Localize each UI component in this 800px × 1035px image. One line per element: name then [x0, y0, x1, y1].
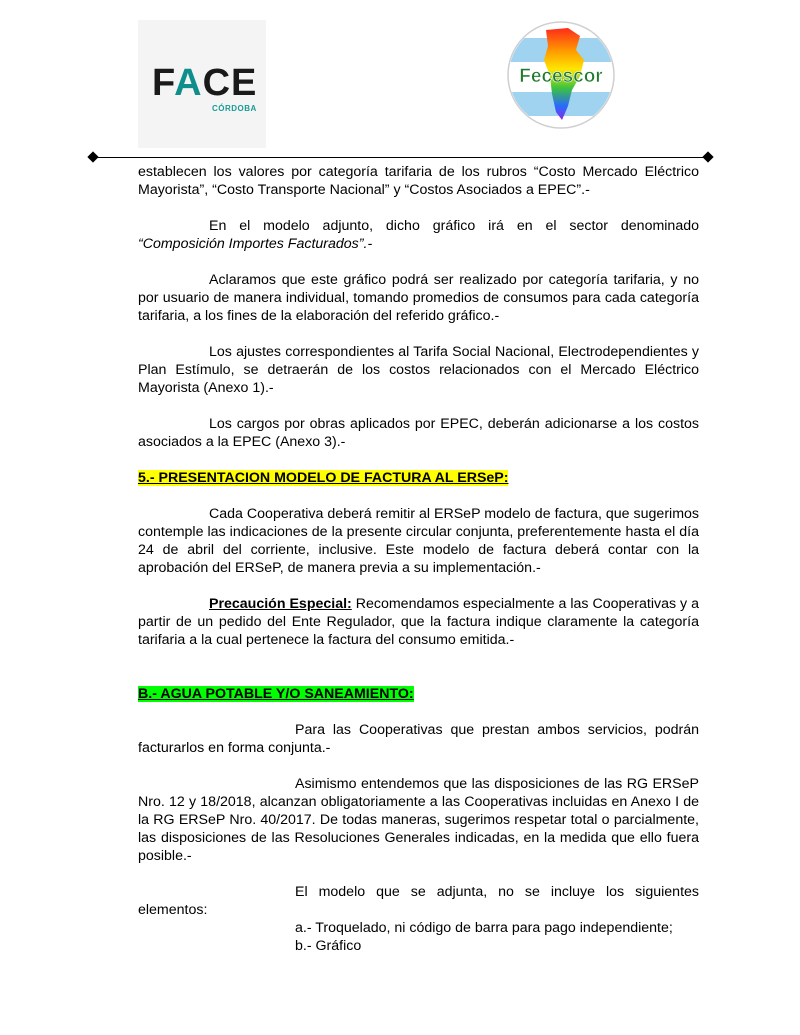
special-caution-text: Recomendamos especialmente a las Cooperativas y a partir de un pedido del Ente Regulador, que la factura indique claramente la categoría tarifaria a la cual pertenece la factura del consumo emitida.-: [138, 596, 699, 648]
divider-right-diamond-icon: [702, 151, 713, 162]
face-logo-letter-a: A: [174, 62, 203, 104]
fecescor-logo-text: Fecescor: [519, 66, 603, 87]
face-cordoba-logo: [138, 20, 266, 148]
paragraph-invoice-model: Cada Cooperativa deberá remitir al ERSeP modelo de factura, que sugerimos contemple las indicaciones de la presente circular conjunta, preferentemente hasta el día 24 de abril del corriente, inclusive. Este modelo de factura deberá contar con la aprobación del ERSeP, de manera previa a su implementación.-: [138, 506, 699, 576]
face-logo-wordmark: [152, 62, 257, 105]
section-heading-b: [138, 685, 699, 703]
paragraph-model-sector-italic: “Composición Importes Facturados”.-: [138, 236, 373, 252]
paragraph-model-sector: [138, 217, 699, 253]
paragraph-model-sector-text: En el modelo adjunto, dicho gráfico irá en el sector denominado: [209, 218, 699, 234]
paragraph-joint-billing: Para las Cooperativas que prestan ambos servicios, podrán facturarlos en forma conjunta.-: [138, 722, 699, 756]
face-logo-letters-ce: CE: [202, 62, 258, 104]
paragraph-categories: establecen los valores por categoría tarifaria de los rubros “Costo Mercado Eléctrico Mayorista”, “Costo Transporte Nacional” y “Costos Asociados a EPEC”.-: [138, 164, 699, 198]
section-heading-5: [138, 469, 699, 487]
face-logo-letter-f: F: [152, 62, 175, 104]
paragraph-special-caution: [138, 595, 699, 649]
section-heading-b-text: B.- AGUA POTABLE Y/O SANEAMIENTO:: [138, 686, 414, 702]
document-body: [138, 163, 699, 955]
fecescor-emblem-icon: [506, 20, 616, 130]
list-item: b.- Gráfico: [295, 938, 362, 954]
paragraph-chart-category: Aclaramos que este gráfico podrá ser realizado por categoría tarifaria, y no por usuario de manera individual, tomando promedios de consumos para cada categoría tarifaria, a los fines de la elaboración del referido gráfico.-: [138, 272, 699, 324]
fecescor-logo: [506, 20, 616, 130]
special-caution-label: Precaución Especial:: [209, 596, 352, 612]
paragraph-rg-dispositions: Asimismo entendemos que las disposiciones de las RG ERSeP Nro. 12 y 18/2018, alcanzan obligatoriamente a las Cooperativas incluidas en Anexo I de la RG ERSeP Nro. 40/2017. De todas maneras, sugerimos respetar total o parcialmente, las disposiciones de las Resoluciones Generales indicadas, en la medida que ello fuera posible.-: [138, 776, 699, 864]
divider-left-diamond-icon: [87, 151, 98, 162]
face-logo-subtitle: CÓRDOBA: [212, 104, 257, 113]
paragraph-model-exclusions: El modelo que se adjunta, no se incluye los siguientes elementos:: [138, 884, 699, 918]
paragraph-works-charges: Los cargos por obras aplicados por EPEC, deberán adicionarse a los costos asociados a la EPEC (Anexo 3).-: [138, 416, 699, 450]
paragraph-adjustments: Los ajustes correspondientes al Tarifa Social Nacional, Electrodependientes y Plan Estímulo, se detraerán de los costos relacionados con el Mercado Eléctrico Mayorista (Anexo 1).-: [138, 344, 699, 396]
list-item: a.- Troquelado, ni código de barra para pago independiente;: [295, 920, 673, 936]
section-heading-5-text: 5.- PRESENTACION MODELO DE FACTURA AL ERSeP:: [138, 470, 509, 486]
header-divider: [93, 157, 708, 158]
